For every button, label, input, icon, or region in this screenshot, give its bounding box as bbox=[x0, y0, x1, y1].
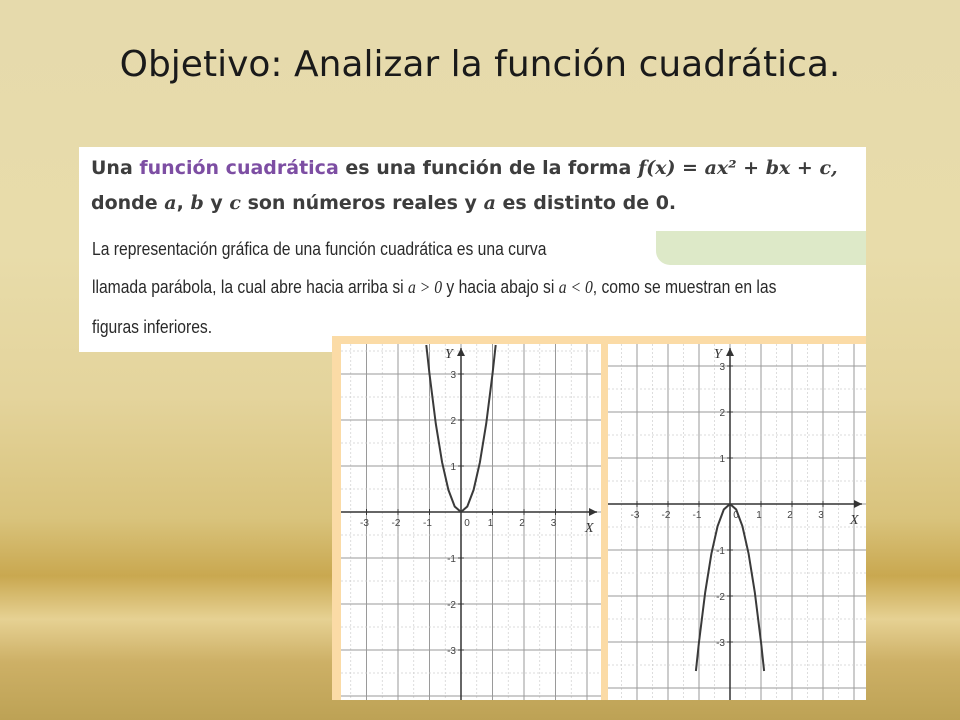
representation-text: , como se muestran en las bbox=[592, 277, 777, 297]
x-axis-arrow bbox=[589, 508, 597, 516]
x-tick-label: -2 bbox=[391, 518, 401, 529]
downward-parabola-chart bbox=[608, 344, 866, 700]
representation-line-2 bbox=[92, 277, 776, 298]
x-tick-label: -1 bbox=[692, 510, 702, 521]
x-axis-label: X bbox=[850, 513, 859, 528]
y-tick-label: -3 bbox=[716, 638, 725, 649]
x-tick-label: -3 bbox=[360, 518, 369, 529]
x-axis-label: X bbox=[585, 521, 594, 536]
y-tick-label: 1 bbox=[719, 454, 725, 465]
definition-line-2 bbox=[91, 192, 676, 214]
y-tick-label: 2 bbox=[719, 408, 725, 419]
y-axis-arrow bbox=[457, 348, 465, 356]
definition-text: y bbox=[203, 192, 230, 214]
formula: f(x) = ax² + bx + c, bbox=[637, 157, 838, 179]
y-axis-label: Y bbox=[714, 347, 722, 362]
representation-line-1: La representación gráfica de una función cuadrática es una curva bbox=[92, 239, 547, 259]
definition-text: es una función de la forma bbox=[338, 157, 638, 179]
definition-text: , bbox=[176, 192, 191, 214]
y-tick-label: -3 bbox=[447, 646, 456, 657]
y-tick-label: 3 bbox=[719, 362, 725, 373]
x-tick-label: 3 bbox=[550, 518, 557, 529]
representation-line-3: figuras inferiores. bbox=[92, 317, 213, 337]
x-tick-label: -2 bbox=[661, 510, 671, 521]
variable-a: a bbox=[483, 192, 496, 214]
upward-parabola-chart bbox=[341, 344, 601, 700]
y-tick-label: -1 bbox=[447, 554, 456, 565]
x-tick-label: 1 bbox=[756, 510, 762, 521]
y-tick-label: -2 bbox=[716, 592, 725, 603]
representation-text: llamada parábola, la cual abre hacia arriba si bbox=[92, 277, 409, 297]
highlight-term: función cuadrática bbox=[139, 157, 339, 179]
upward-parabola-graph bbox=[341, 344, 601, 700]
x-axis-arrow bbox=[854, 500, 862, 508]
definition-text: son números reales y bbox=[240, 192, 484, 214]
y-axis-label: Y bbox=[445, 347, 453, 362]
slide-title: Objetivo: Analizar la función cuadrática. bbox=[119, 44, 841, 85]
y-tick-label: 1 bbox=[450, 462, 456, 473]
downward-parabola-graph bbox=[608, 344, 866, 700]
variable-b: b bbox=[190, 192, 204, 214]
y-tick-label: -1 bbox=[716, 546, 725, 557]
graphs-panel bbox=[332, 336, 866, 700]
x-tick-label: 2 bbox=[787, 510, 793, 521]
representation-text: y hacia abajo si bbox=[442, 277, 559, 297]
y-tick-label: 3 bbox=[450, 370, 456, 381]
x-tick-label: -3 bbox=[630, 510, 640, 521]
x-tick-label: 0 bbox=[733, 510, 739, 521]
variable-a: a bbox=[164, 192, 177, 214]
x-tick-label: -1 bbox=[423, 518, 432, 529]
definition-text: donde bbox=[91, 192, 165, 214]
definition-text: es distinto de 0. bbox=[495, 192, 677, 214]
x-tick-label: 0 bbox=[464, 518, 470, 529]
definition-text: Una bbox=[91, 157, 140, 179]
y-tick-label: 2 bbox=[450, 416, 456, 427]
green-tab-decoration bbox=[656, 231, 866, 265]
definition-image bbox=[79, 147, 866, 352]
variable-c: c bbox=[229, 192, 241, 214]
x-tick-label: 3 bbox=[818, 510, 824, 521]
y-tick-label: -2 bbox=[447, 600, 456, 611]
condition-downward: a < 0 bbox=[558, 277, 593, 297]
definition-line-1 bbox=[91, 157, 838, 179]
condition-upward: a > 0 bbox=[408, 277, 443, 297]
y-axis-arrow bbox=[726, 348, 734, 356]
x-tick-label: 2 bbox=[519, 518, 525, 529]
x-tick-label: 1 bbox=[487, 518, 494, 529]
